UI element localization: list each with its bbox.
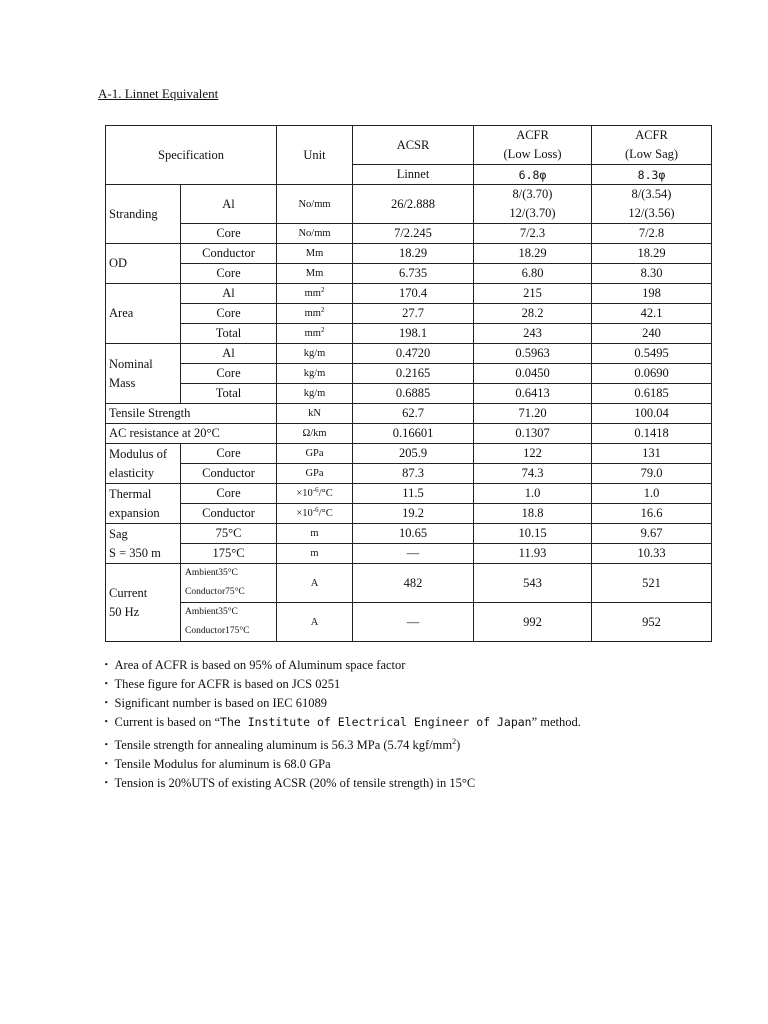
unit-cell: $mm^2$ xyxy=(277,304,353,324)
table-row xyxy=(106,603,712,642)
acsr-value: 205.9 xyxy=(353,444,474,464)
acfr2-value: 16.6 xyxy=(592,504,712,524)
acfr2-value: 1.0 xyxy=(592,484,712,504)
acfr1-value: 6.80 xyxy=(474,264,592,284)
acfr1-value: 18.8 xyxy=(474,504,592,524)
unit-cell: kN xyxy=(277,404,353,424)
sub-label: 75°C xyxy=(181,524,277,544)
table-row xyxy=(106,185,712,224)
sub-label: Core xyxy=(181,484,277,504)
group-sag: Sag S = 350 m xyxy=(106,524,181,564)
condition-cell: Ambient35°C Conductor175°C xyxy=(181,603,277,642)
acfr2-value: 42.1 xyxy=(592,304,712,324)
sub-label: Total xyxy=(181,384,277,404)
unit-cell: GPa xyxy=(277,444,353,464)
unit-cell: kg/m xyxy=(277,344,353,364)
sub-label: Al xyxy=(181,284,277,304)
acsr-value: 11.5 xyxy=(353,484,474,504)
acsr-value: 0.6885 xyxy=(353,384,474,404)
group-thermal-expansion: Thermal expansion xyxy=(106,484,181,524)
specification-table xyxy=(105,125,712,642)
acsr-value: 18.29 xyxy=(353,244,474,264)
acsr-value: 87.3 xyxy=(353,464,474,484)
acsr-value: 6.735 xyxy=(353,264,474,284)
table-row xyxy=(106,484,712,504)
table-row xyxy=(106,524,712,544)
table-row xyxy=(106,564,712,603)
acsr-value: 7/2.245 xyxy=(353,224,474,244)
unit-cell: A xyxy=(277,603,353,642)
acsr-value: 482 xyxy=(353,564,474,603)
unit-cell: $\times 10^{-6}/^\circ C$ xyxy=(277,484,353,504)
unit-cell: Ω/km xyxy=(277,424,353,444)
unit-cell: m xyxy=(277,524,353,544)
header-specification: Specification xyxy=(106,126,277,185)
table-row xyxy=(106,464,712,484)
table-row xyxy=(106,424,712,444)
acfr1-value: 1.0 xyxy=(474,484,592,504)
footnote-item: ・ Tensile Modulus for aluminum is 68.0 GPa xyxy=(100,755,581,774)
sub-label: Total xyxy=(181,324,277,344)
unit-cell: No/mm xyxy=(277,185,353,224)
group-current: Current 50 Hz xyxy=(106,564,181,642)
acfr2-value: 0.0690 xyxy=(592,364,712,384)
table-header-row xyxy=(106,126,712,165)
acfr2-value: 8.30 xyxy=(592,264,712,284)
acsr-value: 26/2.888 xyxy=(353,185,474,224)
acfr1-value: 71.20 xyxy=(474,404,592,424)
acfr2-value: 8/(3.54) 12/(3.56) xyxy=(592,185,712,224)
acfr1-value: 74.3 xyxy=(474,464,592,484)
header-linnet: Linnet xyxy=(353,165,474,185)
header-acfr-low-sag: ACFR (Low Sag) xyxy=(592,126,712,165)
footnote-item: ・ Area of ACFR is based on 95% of Aluminum space factor xyxy=(100,656,581,675)
unit-cell: A xyxy=(277,564,353,603)
group-od: OD xyxy=(106,244,181,284)
unit-cell: Mm xyxy=(277,244,353,264)
acfr2-value: 18.29 xyxy=(592,244,712,264)
unit-cell: GPa xyxy=(277,464,353,484)
acfr2-value: 79.0 xyxy=(592,464,712,484)
acfr2-value: 240 xyxy=(592,324,712,344)
sub-label: Conductor xyxy=(181,504,277,524)
sub-label: Core xyxy=(181,364,277,384)
footnote-item: ・ Tensile strength for annealing aluminum is 56.3 MPa (5.74 kgf/$mm^2$) xyxy=(100,732,581,755)
unit-cell: Mm xyxy=(277,264,353,284)
unit-cell: kg/m xyxy=(277,384,353,404)
acfr1-value: 18.29 xyxy=(474,244,592,264)
footnote-item: ・ Current is based on “The Institute of Electrical Engineer of Japan” method. xyxy=(100,713,581,732)
table-row xyxy=(106,544,712,564)
acfr1-value: 10.15 xyxy=(474,524,592,544)
footnote-item: ・ Tension is 20%UTS of existing ACSR (20% of tensile strength) in 15°C xyxy=(100,774,581,793)
unit-cell: m xyxy=(277,544,353,564)
table-row xyxy=(106,304,712,324)
acsr-value: 170.4 xyxy=(353,284,474,304)
header-acsr: ACSR xyxy=(353,126,474,165)
acfr1-value: 215 xyxy=(474,284,592,304)
acfr2-value: 952 xyxy=(592,603,712,642)
header-acfr1-diameter: 6.8φ xyxy=(474,165,592,185)
group-area: Area xyxy=(106,284,181,344)
unit-cell: $mm^2$ xyxy=(277,284,353,304)
acfr2-value: 131 xyxy=(592,444,712,464)
condition-cell: Ambient35°C Conductor75°C xyxy=(181,564,277,603)
acfr2-value: 521 xyxy=(592,564,712,603)
acsr-value: — xyxy=(353,544,474,564)
row-label-tensile-strength: Tensile Strength xyxy=(106,404,277,424)
unit-cell: $mm^2$ xyxy=(277,324,353,344)
acsr-value: 0.2165 xyxy=(353,364,474,384)
sub-label: Core xyxy=(181,224,277,244)
group-nominal-mass: Nominal Mass xyxy=(106,344,181,404)
unit-cell: No/mm xyxy=(277,224,353,244)
acfr2-value: 10.33 xyxy=(592,544,712,564)
sub-label: Core xyxy=(181,304,277,324)
acfr1-value: 28.2 xyxy=(474,304,592,324)
acsr-value: 0.4720 xyxy=(353,344,474,364)
acfr1-value: 0.5963 xyxy=(474,344,592,364)
acsr-value: 198.1 xyxy=(353,324,474,344)
sub-label: Al xyxy=(181,185,277,224)
acfr2-value: 0.1418 xyxy=(592,424,712,444)
acsr-value: 27.7 xyxy=(353,304,474,324)
sub-label: Core xyxy=(181,444,277,464)
unit-cell: $\times 10^{-6}/^\circ C$ xyxy=(277,504,353,524)
acfr1-value: 11.93 xyxy=(474,544,592,564)
table-row xyxy=(106,504,712,524)
acfr1-value: 7/2.3 xyxy=(474,224,592,244)
sub-label: Conductor xyxy=(181,244,277,264)
footnotes-list xyxy=(100,656,581,793)
acfr2-value: 7/2.8 xyxy=(592,224,712,244)
acsr-value: — xyxy=(353,603,474,642)
table-row xyxy=(106,224,712,244)
sub-label: Al xyxy=(181,344,277,364)
table-row xyxy=(106,284,712,304)
acfr1-value: 992 xyxy=(474,603,592,642)
table-row xyxy=(106,384,712,404)
header-unit: Unit xyxy=(277,126,353,185)
acfr1-value: 122 xyxy=(474,444,592,464)
table-row xyxy=(106,364,712,384)
footnote-item: ・ Significant number is based on IEC 61089 xyxy=(100,694,581,713)
acsr-value: 62.7 xyxy=(353,404,474,424)
row-label-ac-resistance: AC resistance at 20°C xyxy=(106,424,277,444)
group-modulus: Modulus of elasticity xyxy=(106,444,181,484)
sub-label: Conductor xyxy=(181,464,277,484)
acsr-value: 10.65 xyxy=(353,524,474,544)
acfr2-value: 198 xyxy=(592,284,712,304)
header-acfr-low-loss: ACFR (Low Loss) xyxy=(474,126,592,165)
acfr1-value: 0.1307 xyxy=(474,424,592,444)
acsr-value: 19.2 xyxy=(353,504,474,524)
acfr2-value: 0.6185 xyxy=(592,384,712,404)
acfr1-value: 0.6413 xyxy=(474,384,592,404)
page-title: A-1. Linnet Equivalent xyxy=(98,86,219,101)
table-row xyxy=(106,324,712,344)
table-row xyxy=(106,344,712,364)
acfr2-value: 9.67 xyxy=(592,524,712,544)
group-stranding: Stranding xyxy=(106,185,181,244)
sub-label: Core xyxy=(181,264,277,284)
acfr1-value: 243 xyxy=(474,324,592,344)
table-row xyxy=(106,404,712,424)
table-row xyxy=(106,244,712,264)
acsr-value: 0.16601 xyxy=(353,424,474,444)
acfr1-value: 8/(3.70) 12/(3.70) xyxy=(474,185,592,224)
sub-label: 175°C xyxy=(181,544,277,564)
acfr1-value: 0.0450 xyxy=(474,364,592,384)
acfr2-value: 0.5495 xyxy=(592,344,712,364)
acfr2-value: 100.04 xyxy=(592,404,712,424)
table-row xyxy=(106,444,712,464)
unit-cell: kg/m xyxy=(277,364,353,384)
table-row xyxy=(106,264,712,284)
header-acfr2-diameter: 8.3φ xyxy=(592,165,712,185)
footnote-item: ・ These figure for ACFR is based on JCS 0251 xyxy=(100,675,581,694)
acfr1-value: 543 xyxy=(474,564,592,603)
